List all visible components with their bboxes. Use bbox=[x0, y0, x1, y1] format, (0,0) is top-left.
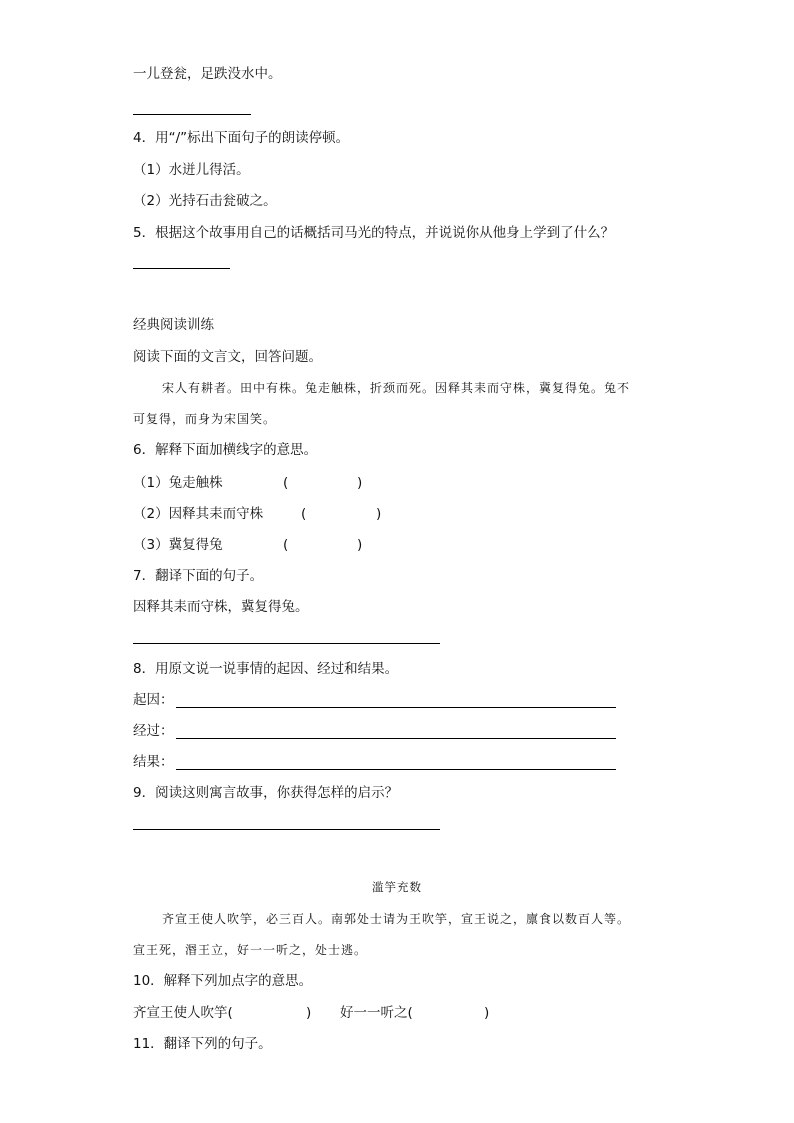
passage-line: 宋人有耕者。田中有株。兔走触株，折颈而死。因释其耒而守株，冀复得兔。兔不 bbox=[162, 381, 631, 395]
question-4-item-1: （1）水迸儿得活。 bbox=[133, 162, 250, 178]
process-label: 经过： bbox=[133, 723, 174, 739]
passage-line: 宣王死，湣王立，好一一听之，处士逃。 bbox=[133, 943, 368, 957]
line-passage-end: 一儿登瓮，足跌没水中。 bbox=[133, 66, 282, 82]
paren-open: ( bbox=[301, 506, 307, 522]
question-10: 10．解释下列加点字的意思。 bbox=[133, 973, 313, 989]
question-7-sentence: 因释其耒而守株，冀复得兔。 bbox=[133, 599, 309, 615]
reading-instruction: 阅读下面的文言文，回答问题。 bbox=[133, 349, 322, 365]
question-7: 7．翻译下面的句子。 bbox=[133, 568, 264, 584]
paren-close: ) bbox=[357, 537, 363, 553]
question-10-item-b: 好一一听之( bbox=[340, 1005, 413, 1021]
question-4: 4．用“/”标出下面句子的朗读停顿。 bbox=[133, 130, 350, 146]
question-6-item-3: （3）冀复得兔 bbox=[133, 537, 223, 553]
paren-close: ) bbox=[484, 1005, 490, 1021]
question-5: 5．根据这个故事用自己的话概括司马光的特点，并说说你从他身上学到了什么？ bbox=[133, 225, 615, 241]
question-4-item-2: （2）光持石击瓮破之。 bbox=[133, 193, 277, 209]
paren-open: ( bbox=[283, 537, 289, 553]
answer-blank[interactable] bbox=[133, 268, 230, 269]
answer-blank[interactable] bbox=[176, 707, 616, 708]
question-9: 9．阅读这则寓言故事，你获得怎样的启示？ bbox=[133, 785, 399, 801]
passage-title: 滥竽充数 bbox=[372, 880, 422, 894]
question-10-item-a: 齐宣王使人吹竽( bbox=[133, 1005, 233, 1021]
question-6-item-1: （1）兔走触株 bbox=[133, 475, 223, 491]
question-6-item-2: （2）因释其耒而守株 bbox=[133, 506, 264, 522]
answer-blank[interactable] bbox=[133, 643, 440, 644]
cause-label: 起因： bbox=[133, 692, 174, 708]
result-label: 结果： bbox=[133, 754, 174, 770]
answer-blank[interactable] bbox=[176, 769, 616, 770]
question-6: 6．解释下面加横线字的意思。 bbox=[133, 442, 318, 458]
answer-blank[interactable] bbox=[133, 829, 440, 830]
question-11: 11．翻译下列的句子。 bbox=[133, 1036, 272, 1052]
paren-open: ( bbox=[283, 475, 289, 491]
paren-close: ) bbox=[376, 506, 382, 522]
paren-close: ) bbox=[306, 1005, 312, 1021]
section-heading: 经典阅读训练 bbox=[133, 317, 214, 333]
passage-line: 可复得，而身为宋国笑。 bbox=[133, 412, 277, 426]
paren-close: ) bbox=[357, 475, 363, 491]
answer-blank[interactable] bbox=[176, 738, 616, 739]
answer-blank[interactable] bbox=[133, 114, 251, 115]
passage-line: 齐宣王使人吹竽，必三百人。南郭处士请为王吹竽，宣王说之，廪食以数百人等。 bbox=[162, 912, 631, 926]
question-8: 8．用原文说一说事情的起因、经过和结果。 bbox=[133, 661, 399, 677]
